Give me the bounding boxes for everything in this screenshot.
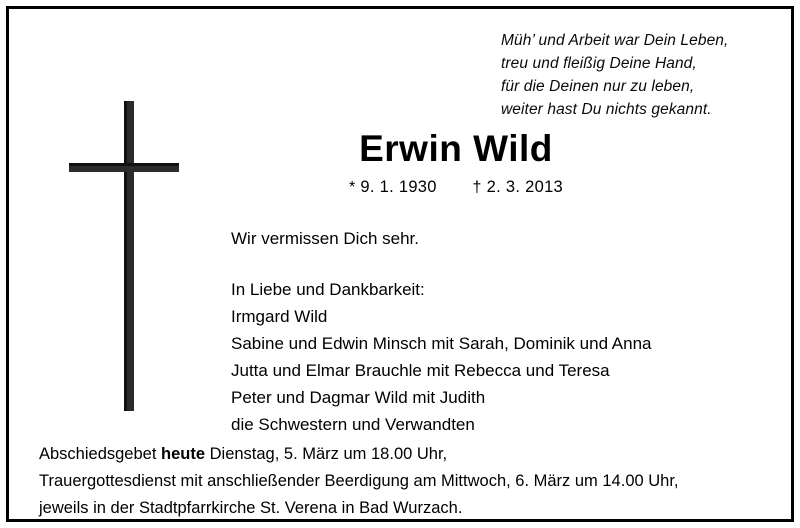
family-list xyxy=(231,303,771,438)
service-line-1 xyxy=(39,441,779,468)
list-item: Jutta und Elmar Brauchle mit Rebecca und Teresa xyxy=(231,361,610,380)
service-line-1-emphasis: heute xyxy=(161,445,206,463)
list-item: Sabine und Edwin Minsch mit Sarah, Dominik und Anna xyxy=(231,334,652,353)
service-line-2: Trauergottesdienst mit anschließender Beerdigung am Mittwoch, 6. März um 14.00 Uhr, xyxy=(39,472,679,490)
death-date: 2. 3. 2013 xyxy=(486,178,564,196)
list-item: die Schwestern und Verwandten xyxy=(231,415,475,434)
deceased-name: Erwin Wild xyxy=(359,128,553,169)
cross-icon xyxy=(69,101,179,411)
birth-date: 9. 1. 1930 xyxy=(360,178,437,196)
main-text-block xyxy=(231,127,771,438)
list-item: Peter und Dagmar Wild mit Judith xyxy=(231,388,486,407)
verse-block xyxy=(501,29,769,121)
list-item: Irmgard Wild xyxy=(231,307,328,326)
verse-line-2: treu und fleißig Deine Hand, xyxy=(501,55,697,72)
service-line-1-after: Dienstag, 5. März um 18.00 Uhr, xyxy=(205,445,448,463)
obituary-border-frame xyxy=(6,6,794,522)
birth-symbol: * xyxy=(348,179,356,196)
life-dates xyxy=(231,175,681,200)
verse-line-1: Müh’ und Arbeit war Dein Leben, xyxy=(501,32,729,49)
verse-line-4: weiter hast Du nichts gekannt. xyxy=(501,101,712,118)
verse-line-3: für die Deinen nur zu leben, xyxy=(501,78,695,95)
service-line-1-before: Abschiedsgebet xyxy=(39,445,162,463)
service-details xyxy=(39,441,779,522)
missing-message: Wir vermissen Dich sehr. xyxy=(231,229,419,248)
cross-horizontal-shadow xyxy=(69,166,179,172)
death-symbol: † xyxy=(472,179,482,196)
cross-vertical-shadow xyxy=(127,101,134,411)
service-line-3: jeweils in der Stadtpfarrkirche St. Verena in Bad Wurzach. xyxy=(39,499,463,517)
gratitude-title: In Liebe und Dankbarkeit: xyxy=(231,280,425,299)
